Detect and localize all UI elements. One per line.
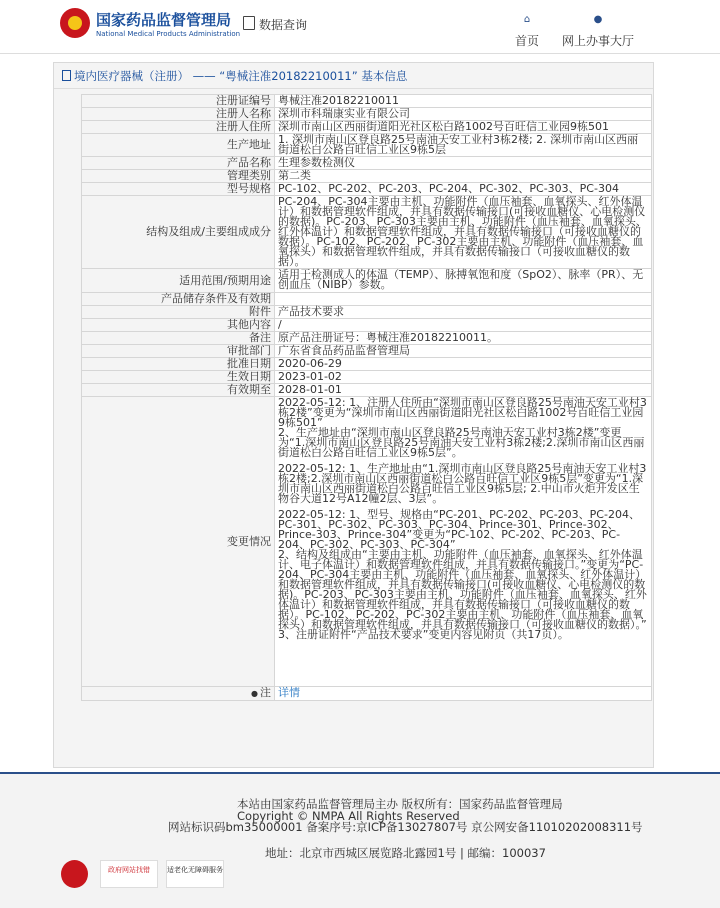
footer-copyright: Copyright © NMPA All Rights Reserved — [237, 809, 460, 823]
note-value — [275, 687, 652, 701]
field-label: 其他内容 — [82, 319, 275, 332]
field-value: 第二类 — [275, 170, 652, 183]
table-row — [82, 371, 652, 384]
footer-registration: 网站标识码bm35000001 备案序号:京ICP备13027807号 京公网安备11010202008311号 — [168, 820, 643, 834]
field-label: 注册人名称 — [82, 108, 275, 121]
panel-title — [54, 63, 653, 89]
field-value: 2020-06-29 — [275, 358, 652, 371]
table-row — [82, 687, 652, 701]
detail-panel — [53, 62, 654, 768]
field-value: 深圳市南山区西丽街道阳光社区松白路1002号百旺信工业园9栋501 — [275, 121, 652, 134]
site-header — [0, 0, 720, 54]
field-label: 批准日期 — [82, 358, 275, 371]
field-label: 备注 — [82, 332, 275, 345]
field-value: / — [275, 319, 652, 332]
table-row — [82, 170, 652, 183]
party-emblem-icon[interactable] — [61, 860, 88, 888]
field-value: PC-102、PC-202、PC-203、PC-204、PC-302、PC-303、PC-304 — [275, 183, 652, 196]
table-row — [82, 345, 652, 358]
field-label: 有效期至 — [82, 384, 275, 397]
field-value: 2028-01-01 — [275, 384, 652, 397]
table-row — [82, 157, 652, 170]
field-value: PC-204、PC-304主要由主机、功能附件（血压袖套、血氧探头、红外体温计）和数据管理软件组成，并具有数据传输接口(可接收血糖仪、心电检测仪的数据)。PC-203、PC-303主要由主机、功能附件（血压袖套、血氧探头、红外体温计）和数据管理软件组成，并具有数据传输接口（可接收血糖仪的数据）。PC-102、PC-202、PC-302主要由主机、功能附件（血压袖套、血氧探头）和数据管理软件组成，并具有数据传输接口（可接收血糖仪的数据）。 — [275, 196, 652, 269]
document-icon — [62, 70, 71, 81]
field-label: 管理类别 — [82, 170, 275, 183]
site-subtitle: National Medical Products Administration — [96, 30, 241, 38]
field-label: 产品名称 — [82, 157, 275, 170]
note-label-text: 注 — [260, 686, 271, 699]
table-row — [82, 293, 652, 306]
field-label: 注册证编号 — [82, 95, 275, 108]
field-value: 产品技术要求 — [275, 306, 652, 319]
change-entry: 2022-05-12: 1、型号、规格由“PC-201、PC-202、PC-203、PC-204、PC-301、PC-302、PC-303、PC-304、Prince-301、Prince-302、Prince-303、Prince-304”变更为“PC-102、PC-202、PC-203、PC-204、PC-302、PC-303、PC-304” 2、结构及组成由“主要由主机、功能附件（血压袖套、血氧探头、红外体温计、电子体温计）和数据管理软件组成，并具有数据传输接口。”变更为“PC-204、PC-304主要由主机、功能附件（血压袖套、血氧探头、红外体温计）和数据管理软件组成，并具有数据传输接口(可接收血糖仪、心电检测仪的数据)。PC-203、PC-303主要由主机、功能附件（血压袖套、血氧探头、红外体温计）和数据管理软件组成，并具有数据传输接口（可接收血糖仪的数据）。PC-102、PC-202、PC-302主要由主机、功能附件（血压袖套、血氧探头）和数据管理软件组成，并具有数据传输接口（可接收血糖仪的数据）。” 3、注册证附件“产品技术要求”变更内容见附页（共17页）。 — [278, 508, 647, 641]
table-row — [82, 397, 652, 687]
footer-sponsor: 本站由国家药品监督管理局主办 版权所有：国家药品监督管理局 — [237, 797, 563, 811]
nav-online-service-label: 网上办事大厅 — [561, 34, 634, 48]
data-query-link[interactable]: 数据查询 — [259, 18, 308, 32]
nav-home-label: 首页 — [514, 34, 539, 48]
location-pin-icon: ● — [251, 689, 258, 698]
panel-title-text: 境内医疗器械（注册） —— “粤械注准20182210011” 基本信息 — [74, 69, 408, 83]
field-value: 生理参数检测仪 — [275, 157, 652, 170]
table-row — [82, 306, 652, 319]
field-label: 产品储存条件及有效期 — [82, 293, 275, 306]
field-value: 原产品注册证号：粤械注准20182210011。 — [275, 332, 652, 345]
home-icon: ⌂ — [523, 14, 531, 25]
field-value: 适用于检测成人的体温（TEMP）、脉搏氧饱和度（SpO2）、脉率（PR）、无创血压（NIBP）参数。 — [275, 269, 652, 293]
table-row — [82, 134, 652, 157]
table-row — [82, 384, 652, 397]
field-label: 生产地址 — [82, 134, 275, 157]
note-label — [82, 687, 275, 701]
table-row — [82, 358, 652, 371]
detail-table — [81, 94, 652, 701]
table-row — [82, 332, 652, 345]
field-label: 适用范围/预期用途 — [82, 269, 275, 293]
field-label: 结构及组成/主要组成成分 — [82, 196, 275, 269]
table-row — [82, 95, 652, 108]
gov-site-error-badge[interactable]: 政府网站找错 — [100, 860, 158, 888]
field-label: 附件 — [82, 306, 275, 319]
table-row — [82, 269, 652, 293]
table-row — [82, 319, 652, 332]
table-row — [82, 108, 652, 121]
field-label: 型号规格 — [82, 183, 275, 196]
document-icon — [243, 16, 255, 30]
nmpa-emblem-icon — [60, 8, 90, 38]
field-value: 广东省食品药品监督管理局 — [275, 345, 652, 358]
change-entry: 2022-05-12: 1、生产地址由“1.深圳市南山区登良路25号南油天安工业村3栋2楼;2.深圳市南山区西丽街道松白公路百旺信工业区9栋5层”变更为“1.深圳市南山区西丽街道松白公路百旺信工业区9栋5层; 2.中山市火炬开发区生物谷大道12号A12幢2层、3层”。 — [278, 462, 647, 505]
field-label: 注册人住所 — [82, 121, 275, 134]
change-history — [275, 397, 652, 687]
site-footer — [0, 772, 720, 908]
field-label: 生效日期 — [82, 371, 275, 384]
table-row — [82, 183, 652, 196]
change-entry: 2022-05-12: 1、注册人住所由“深圳市南山区登良路25号南油天安工业村3栋2楼”变更为“深圳市南山区西丽街道阳光社区松白路1002号百旺信工业园9栋501” 2、生产地址由“深圳市南山区登良路25号南油天安工业村3栋2楼”变更为“1.深圳市南山区登良路25号南油天安工业村3栋2楼;2.深圳市南山区西丽街道松白公路百旺信工业区9栋5层”。 — [278, 396, 647, 459]
table-row — [82, 196, 652, 269]
field-value: 2023-01-02 — [275, 371, 652, 384]
field-value: 深圳市科瑞康实业有限公司 — [275, 108, 652, 121]
field-value — [275, 293, 652, 306]
user-icon: ● — [593, 14, 603, 25]
site-title: 国家药品监督管理局 — [96, 11, 232, 29]
table-row — [82, 121, 652, 134]
accessibility-badge[interactable]: 适老化无障碍服务 — [166, 860, 224, 888]
details-link[interactable]: 详情 — [278, 686, 300, 699]
field-label: 审批部门 — [82, 345, 275, 358]
field-value: 1. 深圳市南山区登良路25号南油天安工业村3栋2楼; 2. 深圳市南山区西丽街道松白公路百旺信工业区9栋5层 — [275, 134, 652, 157]
footer-address: 地址：北京市西城区展览路北露园1号 | 邮编：100037 — [265, 846, 546, 860]
nav-home[interactable] — [512, 14, 542, 49]
nav-online-service[interactable] — [560, 14, 636, 49]
field-label: 变更情况 — [82, 397, 275, 687]
field-value: 粤械注准20182210011 — [275, 95, 652, 108]
